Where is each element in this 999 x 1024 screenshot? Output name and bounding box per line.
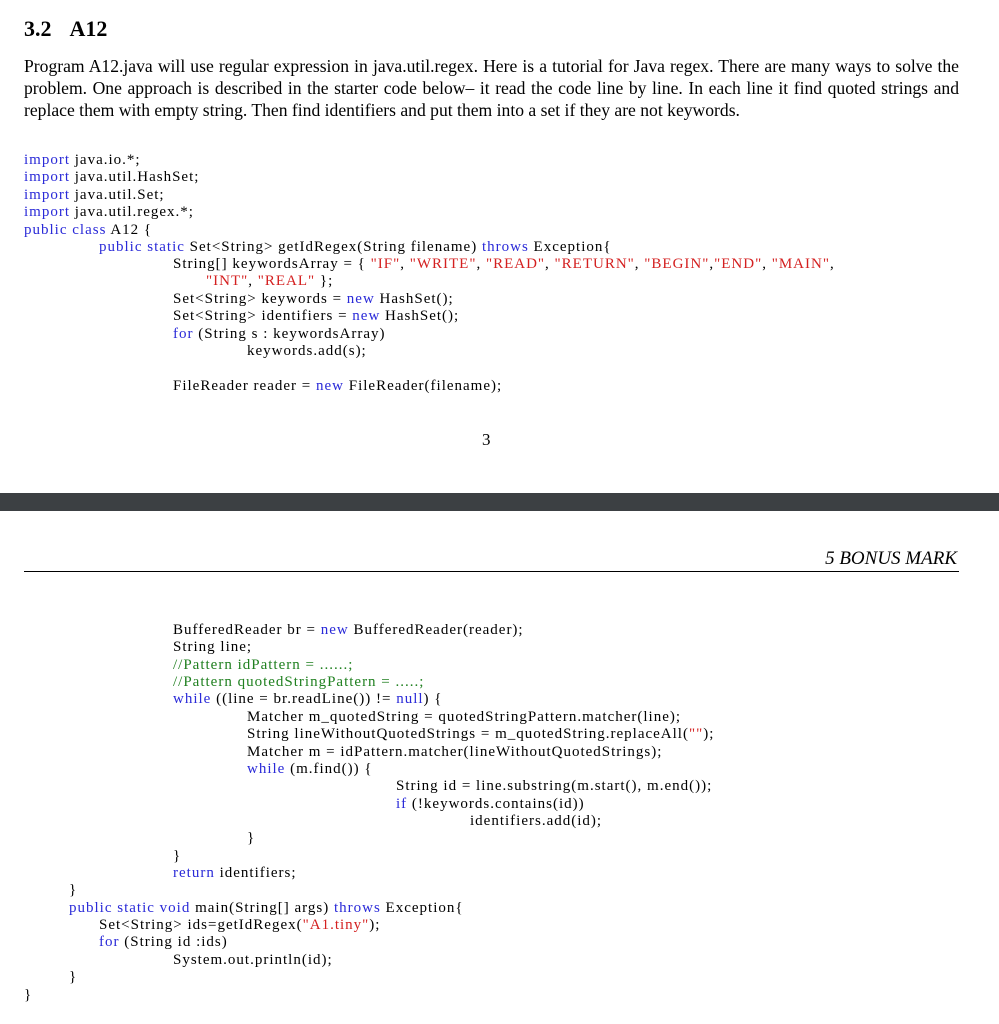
code-line (247, 744, 662, 761)
code-text: (m.find()) { (285, 761, 373, 777)
code-text: , (709, 256, 715, 272)
code-keyword: throws (481, 239, 529, 255)
code-keyword: import (24, 204, 70, 220)
intro-paragraph: Program A12.java will use regular expression in java.util.regex. Here is a tutorial for Java regex. There are many ways to solve the problem. One approach is described in the starter code below– it read the code line by line. In each line it find quoted strings and replace them with empty string. Then find identifiers and put them into a set if they are not keywords. (24, 56, 959, 120)
code-line (173, 291, 454, 308)
header-rule (24, 571, 959, 572)
code-text: BufferedReader br = (173, 622, 321, 638)
code-text: String line; (173, 639, 253, 655)
code-text: A12 { (106, 222, 153, 238)
code-text: java.util.regex.*; (70, 204, 194, 220)
page-number: 3 (482, 430, 491, 449)
code-line (173, 848, 181, 865)
code-text: String[] keywordsArray = { (173, 256, 371, 272)
code-text: HashSet(); (374, 291, 454, 307)
code-keyword: new (352, 308, 381, 324)
code-line (247, 726, 714, 743)
code-keyword: if (396, 796, 408, 812)
code-text: (String s : keywordsArray) (193, 326, 386, 342)
code-text: Set<String> getIdRegex(String filename) (184, 239, 482, 255)
code-line (206, 273, 333, 290)
code-text: System.out.println(id); (173, 952, 333, 968)
code-text: keywords.add(s); (247, 343, 367, 359)
code-keyword: new (346, 291, 375, 307)
code-string: "IF" (370, 256, 401, 272)
code-keyword: import (24, 169, 70, 185)
code-line (99, 239, 612, 256)
code-keyword: import (24, 152, 70, 168)
code-line (173, 674, 424, 691)
section-heading (24, 16, 107, 42)
code-line (173, 622, 524, 639)
code-string: "INT" (206, 273, 249, 289)
code-string: "READ" (485, 256, 546, 272)
code-keyword: while (173, 691, 212, 707)
code-text: Matcher m_quotedString = quotedStringPattern.matcher(line); (247, 709, 682, 725)
code-keyword: public static (99, 239, 185, 255)
code-keyword: for (173, 326, 194, 342)
code-text: Exception{ (380, 900, 464, 916)
code-string: "WRITE" (409, 256, 477, 272)
code-text: } (69, 969, 78, 985)
code-text: identifiers.add(id); (470, 813, 603, 829)
code-text: String id = line.substring(m.start(), m.end()); (396, 778, 713, 794)
code-line (24, 152, 141, 169)
code-text: BufferedReader(reader); (348, 622, 524, 638)
code-text: , (829, 256, 835, 272)
code-text: ); (703, 726, 715, 742)
code-line (173, 952, 333, 969)
code-line (99, 934, 228, 951)
code-text: identifiers; (214, 865, 297, 881)
code-line (396, 778, 712, 795)
code-line (173, 865, 297, 882)
code-line (24, 987, 32, 1004)
code-line (173, 657, 353, 674)
code-text: java.util.HashSet; (70, 169, 200, 185)
code-text: , (634, 256, 645, 272)
section-number: 3.2 (24, 16, 52, 41)
code-line (247, 761, 373, 778)
code-text: ); (369, 917, 381, 933)
code-line (173, 639, 252, 656)
code-line (173, 378, 502, 395)
page-divider (0, 493, 999, 511)
code-text: java.util.Set; (70, 187, 165, 203)
code-line (69, 969, 77, 986)
code-keyword: for (99, 934, 120, 950)
code-text: Exception{ (528, 239, 612, 255)
section-title: A12 (69, 16, 108, 41)
code-text: } (24, 987, 33, 1003)
code-text: FileReader reader = (173, 378, 316, 394)
code-text: Set<String> identifiers = (173, 308, 353, 324)
code-line (173, 308, 459, 325)
code-text: Set<String> ids=getIdRegex( (99, 917, 303, 933)
code-string: "BEGIN" (644, 256, 710, 272)
code-comment: //Pattern quotedStringPattern = .....; (173, 674, 425, 690)
code-line (24, 204, 194, 221)
code-string: "END" (714, 256, 763, 272)
code-line (99, 917, 380, 934)
code-text: Matcher m = idPattern.matcher(lineWithoutQuotedStrings); (247, 744, 663, 760)
code-text: , (762, 256, 772, 272)
code-line (173, 691, 442, 708)
code-string: "" (688, 726, 704, 742)
code-line (24, 187, 165, 204)
code-text: } (247, 830, 256, 846)
code-line (173, 326, 385, 343)
code-text: } (69, 882, 78, 898)
code-text: , (248, 273, 258, 289)
code-line (470, 813, 602, 830)
code-keyword: return (173, 865, 215, 881)
code-text: HashSet(); (380, 308, 460, 324)
code-text: , (545, 256, 555, 272)
code-string: "RETURN" (554, 256, 635, 272)
code-keyword: import (24, 187, 70, 203)
code-text: }; (315, 273, 334, 289)
code-keyword: new (320, 622, 349, 638)
code-line (173, 256, 835, 273)
code-text: main(String[] args) (190, 900, 334, 916)
code-line (247, 830, 255, 847)
code-text: ((line = br.readLine()) != (211, 691, 397, 707)
code-keyword: public class (24, 222, 107, 238)
code-text: , (400, 256, 410, 272)
code-text: ) { (423, 691, 443, 707)
code-line (396, 796, 585, 813)
code-string: "REAL" (257, 273, 316, 289)
running-header: 5 BONUS MARK (825, 548, 957, 569)
code-string: "MAIN" (771, 256, 830, 272)
code-line (69, 900, 464, 917)
code-text: Set<String> keywords = (173, 291, 347, 307)
code-line (24, 169, 199, 186)
code-keyword: null (396, 691, 424, 707)
code-line (24, 222, 152, 239)
code-text: (String id :ids) (119, 934, 228, 950)
code-text: , (476, 256, 486, 272)
code-line (69, 882, 77, 899)
code-string: "A1.tiny" (302, 917, 370, 933)
code-line (247, 343, 367, 360)
code-keyword: new (315, 378, 344, 394)
code-text: (!keywords.contains(id)) (407, 796, 585, 812)
code-text: FileReader(filename); (343, 378, 503, 394)
code-keyword: while (247, 761, 286, 777)
code-text: java.io.*; (70, 152, 141, 168)
code-text: String lineWithoutQuotedStrings = m_quotedString.replaceAll( (247, 726, 689, 742)
code-keyword: throws (333, 900, 381, 916)
code-keyword: public static void (69, 900, 191, 916)
code-comment: //Pattern idPattern = ......; (173, 657, 354, 673)
code-line (247, 709, 681, 726)
code-text: } (173, 848, 182, 864)
